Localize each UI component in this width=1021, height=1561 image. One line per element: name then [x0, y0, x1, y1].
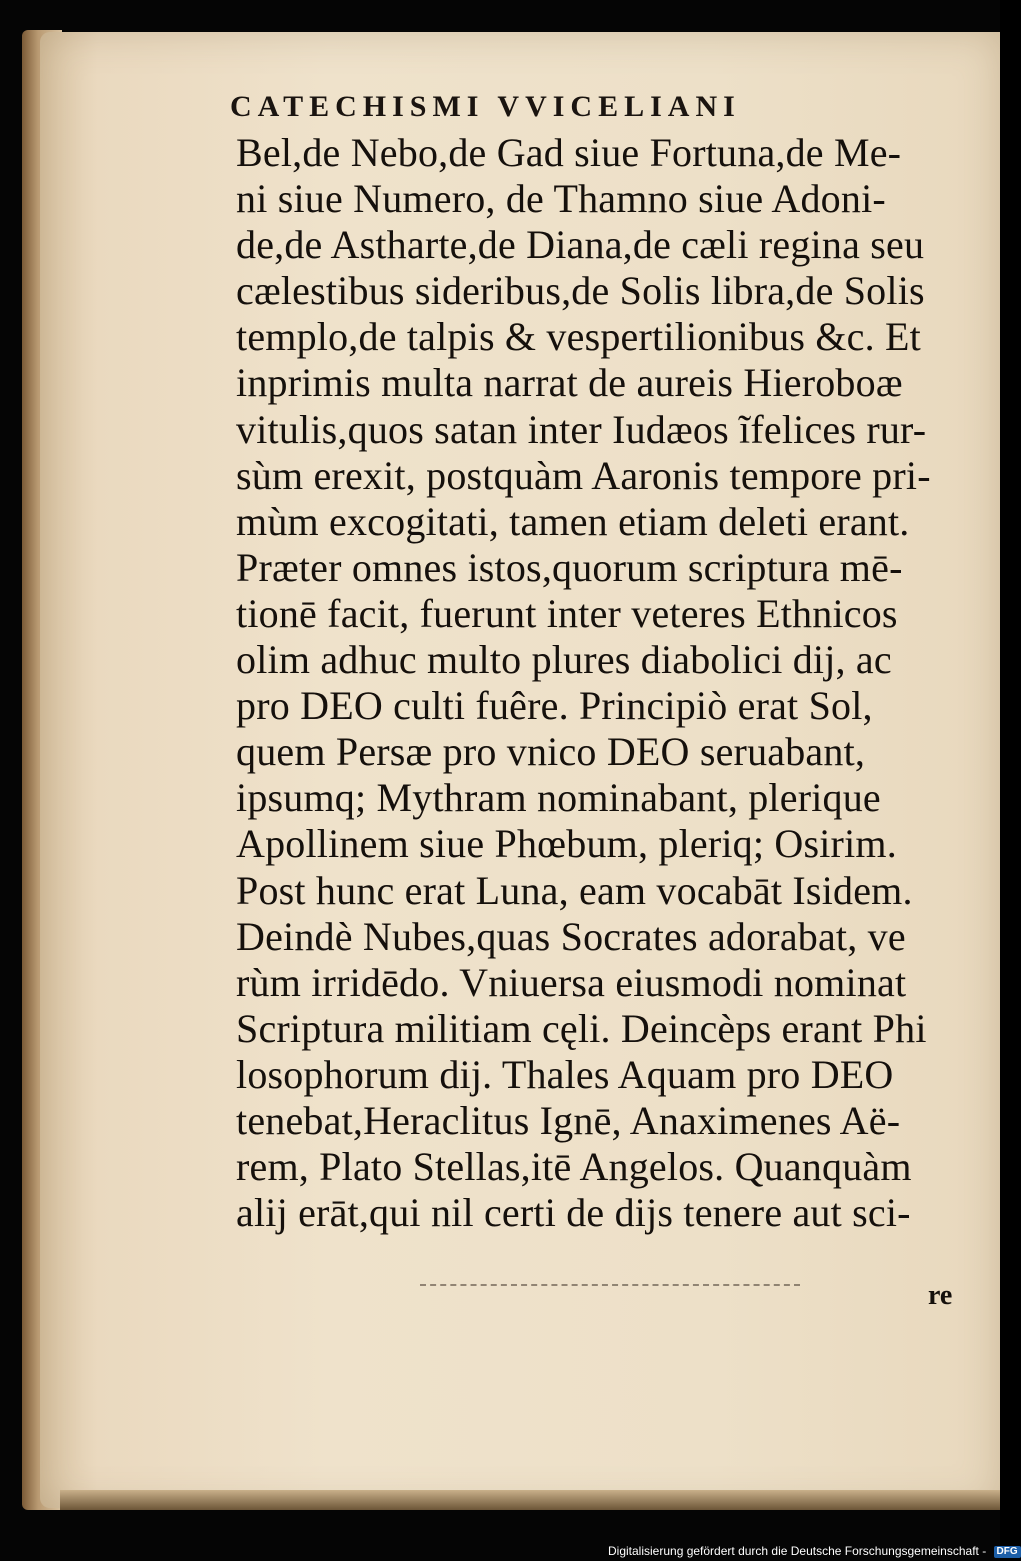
text-line: vitulis,quos satan inter Iudæos ĩfelices rur-	[236, 406, 927, 452]
bottom-rule	[420, 1284, 800, 1286]
text-line: cælestibus sideribus,de Solis libra,de Solis	[236, 268, 925, 314]
catchword: re	[928, 1280, 953, 1311]
text-block	[236, 130, 966, 1236]
text-line: Deindè Nubes,quas Socrates adorabat, ve	[236, 913, 906, 959]
text-line: Apollinem siue Phœbum, pleriq; Osirim.	[236, 821, 897, 867]
text-line: inprimis multa narrat de aureis Hieroboæ	[236, 360, 903, 406]
text-line: Post hunc erat Luna, eam vocabāt Isidem.	[236, 867, 913, 913]
text-line: quem Persæ pro vnico DEO seruabant,	[236, 729, 866, 775]
text-line: alij erāt,qui nil certi de dijs tenere aut sci-	[236, 1190, 911, 1236]
text-line: ni siue Numero, de Thamno siue Adoni-	[236, 176, 886, 222]
text-line: sùm erexit, postquàm Aaronis tempore pri-	[236, 452, 931, 498]
text-line: ipsumq; Mythram nominabant, plerique	[236, 775, 881, 821]
digitization-footer	[608, 1544, 1021, 1558]
footer-text: Digitalisierung gefördert durch die Deutsche Forschungsgemeinschaft -	[608, 1544, 987, 1558]
text-line: olim adhuc multo plures diabolici dij, ac	[236, 637, 892, 683]
running-head: CATECHISMI VVICELIANI	[230, 90, 741, 123]
dfg-logo: DFG	[994, 1546, 1021, 1558]
text-line: rùm irridēdo. Vniuersa eiusmodi nominat	[236, 959, 907, 1005]
text-line: Scriptura militiam cęli. Deincèps erant Phi	[236, 1005, 927, 1051]
page-bottom-edge	[60, 1490, 1000, 1510]
text-line: mùm excogitati, tamen etiam deleti erant.	[236, 498, 910, 544]
text-line: tenebat,Heraclitus Ignē, Anaximenes Aë-	[236, 1097, 901, 1143]
text-line: templo,de talpis & vespertilionibus &c. Et	[236, 314, 921, 360]
text-line: tionē facit, fuerunt inter veteres Ethnicos	[236, 590, 898, 636]
text-line: losophorum dij. Thales Aquam pro DEO	[236, 1051, 894, 1097]
text-line: pro DEO culti fuêre. Principiò erat Sol,	[236, 683, 873, 729]
text-line: Præter omnes istos,quorum scriptura mē-	[236, 544, 903, 590]
text-line: de,de Astharte,de Diana,de cæli regina seu	[236, 222, 925, 268]
text-line: rem, Plato Stellas,itē Angelos. Quanquàm	[236, 1144, 912, 1190]
text-line: Bel,de Nebo,de Gad siue Fortuna,de Me-	[236, 130, 902, 175]
